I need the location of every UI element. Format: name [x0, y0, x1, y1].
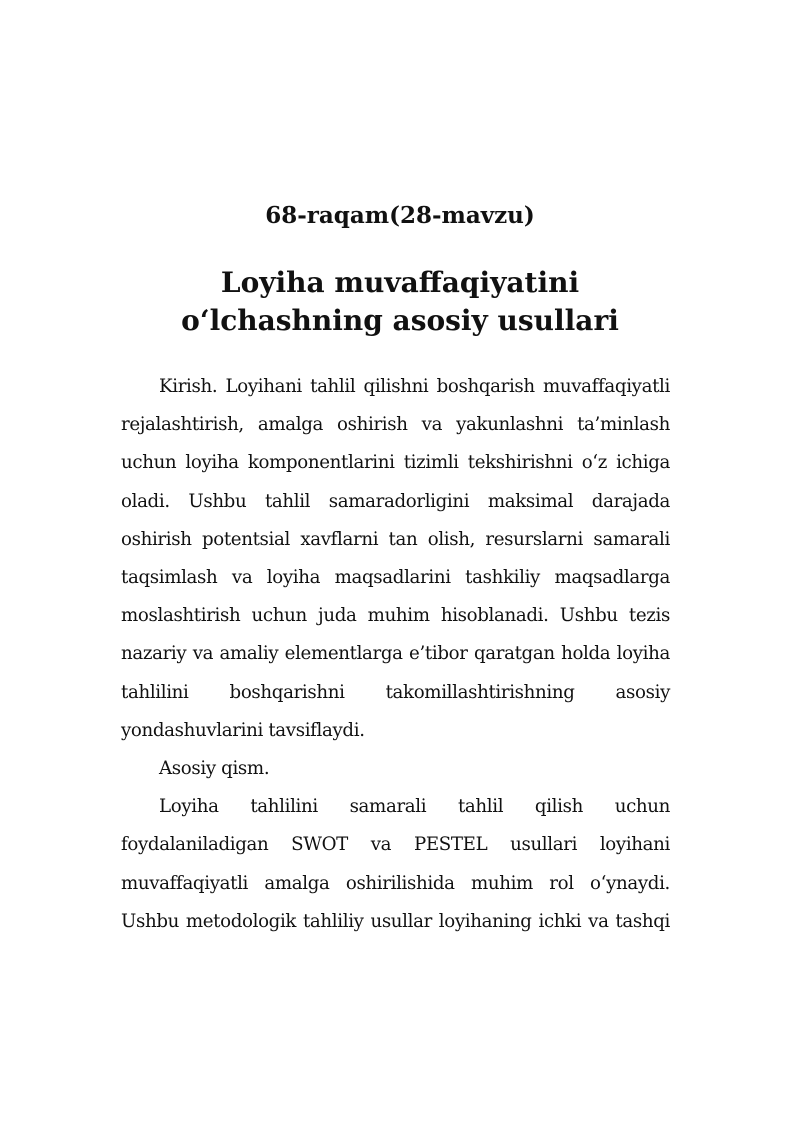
document-title: Loyiha muvaffaqiyatini o‘lchashning asosiy usullari: [181, 266, 619, 337]
document-body: [121, 368, 670, 941]
main-section-heading: Asosiy qism.: [159, 758, 270, 780]
intro-paragraph: Kirish. Loyihani tahlil qilishni boshqarish muvaffaqiyatli rejalashtirish, amalga oshirish va yakunlashni ta’minlash uchun loyiha komponentlarini tizimli tekshirishni o‘z ichiga oladi. Ushbu tahlil samaradorligini maksimal darajada oshirish potentsial xavflarni tan olish, resurslarni samarali taqsimlash va loyiha maqsadlarini tashkiliy maqsadlarga moslashtirish uchun juda muhim hisoblanadi. Ushbu tezis nazariy va amaliy elementlarga e’tibor qaratgan holda loyiha tahlilini boshqarishni takomillashtirishning asosiy yondashuvlarini tavsiflaydi.: [121, 376, 670, 741]
document-number-heading: 68-raqam(28-mavzu): [265, 202, 535, 229]
main-paragraph: Loyiha tahlilini samarali tahlil qilish uchun foydalaniladigan SWOT va PESTEL usullari loyihani muvaffaqiyatli amalga oshirilishida muhim rol o‘ynaydi. Ushbu metodologik tahliliy usullar loyihaning ichki va tashqi: [121, 796, 670, 932]
